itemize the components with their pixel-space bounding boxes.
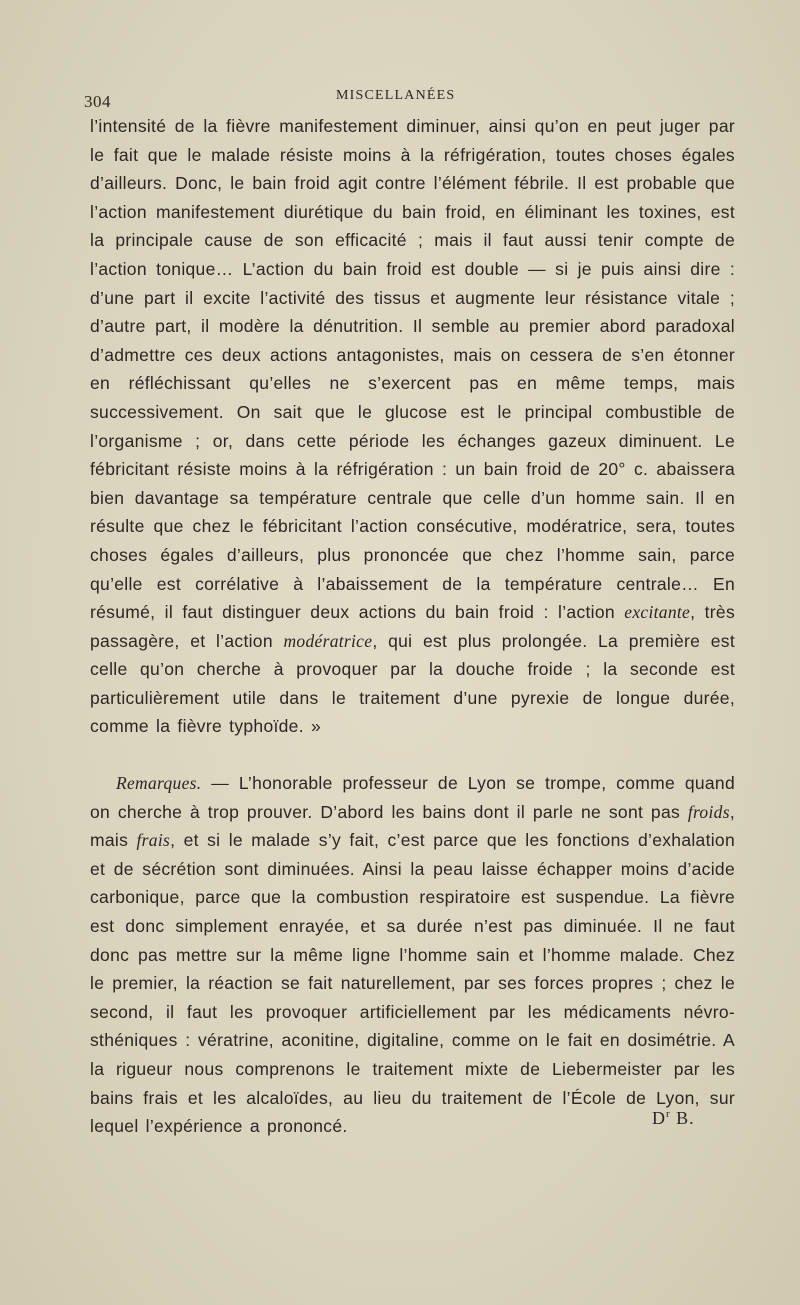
text-segment: — L’honorable professeur de Lyon se trompe, comme quand on cherche à trop prouver. D’abord les bains dont il parle ne sont pas: [90, 773, 735, 822]
signature-name: B.: [670, 1108, 695, 1128]
italic-term: excitante: [624, 602, 691, 623]
page-header: [84, 88, 734, 114]
text-segment: , mais: [90, 801, 735, 851]
paragraph-remarks: [90, 769, 735, 1141]
text-segment: l’intensité de la fièvre manifestement diminuer, ainsi qu’on en peut juger par le fait que le malade résiste moins à la réfrigération, toutes choses égales d’ailleurs. Donc, le bain froid agit contre l’élément fébrile. Il est probable que l’action manifestement diurétique du bain froid, en éliminant les toxines, est la principale cause de son efficacité ; mais il faut aussi tenir compte de l’action tonique… L’action du bain froid est double — si je puis ainsi dire : d’une part il excite l’activité des tissus et augmente leur résistance vitale ; d’autre part, il modère la dénutrition. Il semble au premier abord paradoxal d’admettre ces deux actions antagonistes, mais on cessera de s’en étonner en réfléchissant qu’elles ne s’exercent pas en même temps, mais successivement. On sait que le glucose est le principal combustible de l’organisme ; or, dans cette période les échanges gazeux diminuent. Le fébricitant résiste moins à la réfrigération : un bain froid de 20° c. abaissera bien davantage sa température centrale que celle d’un homme sain. Il en résulte que chez le fébricitant l’action consécutive, modératrice, sera, toutes choses égales d’ailleurs, plus prononcée que chez l’homme sain, parce qu’elle est corrélative à l’abaissement de la température centrale… En résumé, il faut distinguer deux actions du bain froid : l’action: [90, 116, 735, 623]
running-title: MISCELLANÉES: [336, 88, 456, 103]
text-segment: , qui est plus prolongée. La première est celle qu’on cherche à provoquer par la douche froide ; la seconde est particulièrement utile dans le traitement d’une pyrexie de longue durée, comme la fièvre typhoïde. »: [90, 630, 735, 737]
italic-term: frais: [136, 830, 171, 851]
italic-term: modératrice: [283, 630, 373, 651]
italic-term: froids: [687, 801, 730, 822]
page-number: 304: [84, 92, 111, 111]
body-text: [90, 112, 735, 1141]
text-segment: , très passagère, et l’action: [90, 602, 735, 651]
remarks-label: Remarques.: [116, 773, 202, 794]
paragraph-quotation: [90, 112, 735, 741]
signature-prefix: D: [652, 1108, 666, 1128]
signature: [652, 1108, 695, 1129]
signature-superscript: r: [666, 1108, 671, 1120]
text-segment: , et si le malade s’y fait, c’est parce que les fonctions d’exhalation et de sécrétion sont diminuées. Ainsi la peau laisse échapper moins d’acide carbonique, parce que la combustion respiratoire est suspendue. La fièvre est donc simplement enrayée, et sa durée n’est pas diminuée. Il ne faut donc pas mettre sur la même ligne l’homme sain et l’homme malade. Chez le premier, la réaction se fait naturellement, par ses forces propres ; chez le second, il faut les provoquer artificiellement par les médicaments névro-sthéniques : vératrine, aconitine, digitaline, comme on le fait en dosimétrie. A la rigueur nous comprenons le traitement mixte de Liebermeister par les bains frais et les alcaloïdes, au lieu du traitement de l’École de Lyon, sur lequel l’expérience a prononcé.: [90, 830, 735, 1137]
